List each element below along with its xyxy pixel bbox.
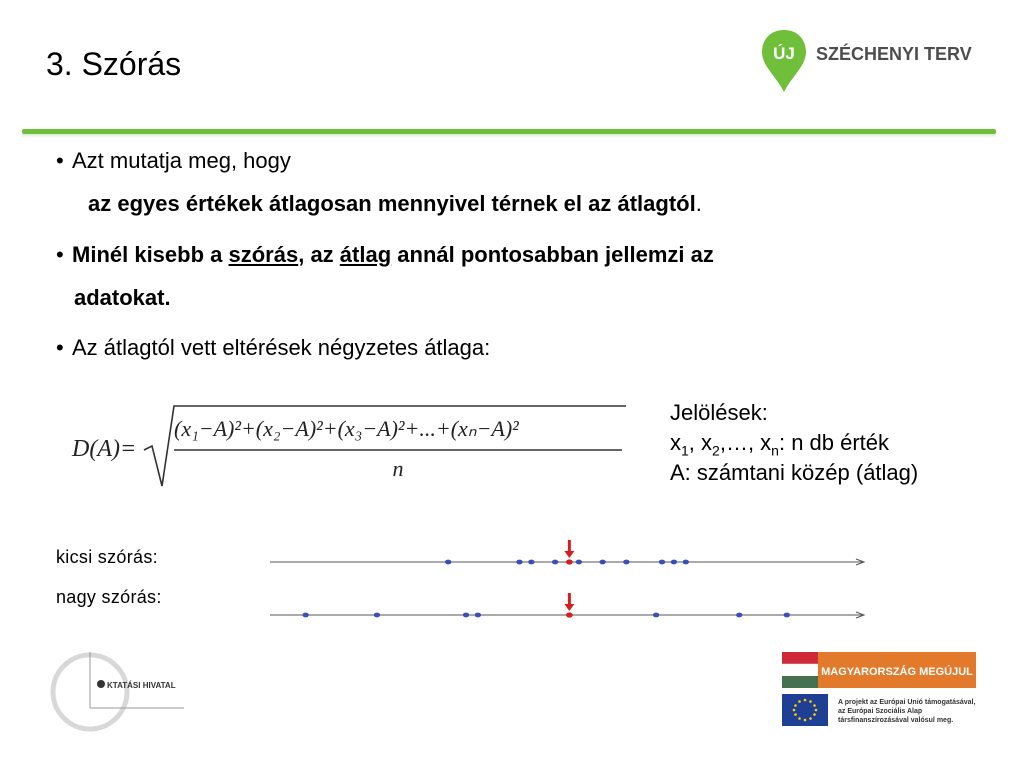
page-title: 3. Szórás: [46, 46, 182, 82]
small-data-point: [671, 560, 677, 565]
bullet-1-text: Azt mutatja meg, hogy: [72, 148, 291, 173]
large-mean-point: [566, 612, 573, 617]
atlag-term: átlag: [339, 242, 392, 267]
large-data-point: [463, 613, 469, 618]
dot-plot-comparison: [266, 534, 876, 624]
oktatasi-hivatal-logo: [50, 648, 210, 738]
notation-mean: A: számtani közép (átlag): [670, 460, 919, 485]
large-data-point: [736, 613, 742, 618]
notation-heading: Jelölések:: [670, 400, 768, 425]
szoras-term: szórás: [228, 242, 299, 267]
small-data-point: [528, 560, 534, 565]
notation-block: [670, 398, 918, 488]
large-mean-arrow-icon: [564, 604, 574, 611]
bullet-1-bold-text: az egyes értékek átlagosan mennyivel térnek el az átlagtól: [88, 191, 696, 216]
bullet-2-line-1: [56, 240, 714, 270]
bullet-dot: •: [56, 242, 64, 267]
small-data-point: [683, 560, 689, 565]
eu-funding-text: A projekt az Európai Unió támogatásával, az Európai Szociális Alap társfinanszírozásával valósul meg.: [838, 699, 976, 724]
szechenyi-text: SZÉCHENYI TERV: [816, 44, 972, 64]
bullet-dot: •: [56, 148, 64, 173]
bullet-dot: •: [56, 335, 64, 360]
small-mean-point: [566, 559, 573, 564]
small-data-point: [599, 560, 605, 565]
small-mean-arrow-icon: [564, 551, 574, 558]
large-spread-label: nagy szórás:: [56, 587, 162, 607]
small-mean-arrow-shaft: [568, 540, 571, 552]
szechenyi-badge-text: ÚJ: [773, 44, 795, 63]
large-data-point: [784, 613, 790, 618]
header-divider-shadow: [22, 134, 996, 138]
bullet-1-line-2: [88, 189, 702, 219]
bullet-3-text: Az átlagtól vett eltérések négyzetes átlaga:: [72, 335, 491, 360]
large-data-point: [653, 613, 659, 618]
formula-denominator: n: [392, 456, 404, 481]
magyarorszag-megujul-logo: [782, 652, 976, 688]
bullet-2-line-2-text: adatokat.: [74, 285, 171, 310]
large-data-point: [475, 613, 481, 618]
formula-numerator: (x₁−A)²+(x₂−A)²+(x₃−A)²+...+(xₙ−A)²: [174, 416, 519, 441]
logo-dot-icon: [97, 680, 105, 688]
bullet-3: [56, 333, 490, 363]
bullet-2-part-3: annál pontosabban jellemzi az: [391, 242, 714, 267]
oktatasi-text: KTATÁSI HIVATAL: [107, 681, 176, 690]
large-mean-arrow-shaft: [568, 593, 571, 605]
bullet-2-line-2: [74, 283, 171, 313]
megujul-text: MAGYARORSZÁG MEGÚJUL: [821, 666, 973, 678]
small-data-point: [576, 560, 582, 565]
small-data-point: [445, 560, 451, 565]
large-data-point: [374, 613, 380, 618]
small-data-point: [552, 560, 558, 565]
small-data-point: [659, 560, 665, 565]
small-data-point: [516, 560, 522, 565]
bullet-1-period: .: [695, 191, 702, 216]
small-spread-label: kicsi szórás:: [56, 547, 158, 567]
large-data-point: [302, 613, 308, 618]
bullet-1-line-1: [56, 146, 291, 176]
small-data-point: [623, 560, 629, 565]
notation-variables: $x_1$, $x_2,\dots$, $x_n$: n db érték: [670, 430, 890, 459]
bullet-2-part-2: , az: [298, 242, 340, 267]
eu-flag-icon: [782, 694, 828, 726]
szechenyi-terv-logo: [758, 26, 978, 98]
formula-lhs: D(A)=: [72, 436, 137, 462]
bullet-2-part-1: Minél kisebb a: [72, 242, 229, 267]
standard-deviation-formula: [66, 392, 636, 492]
